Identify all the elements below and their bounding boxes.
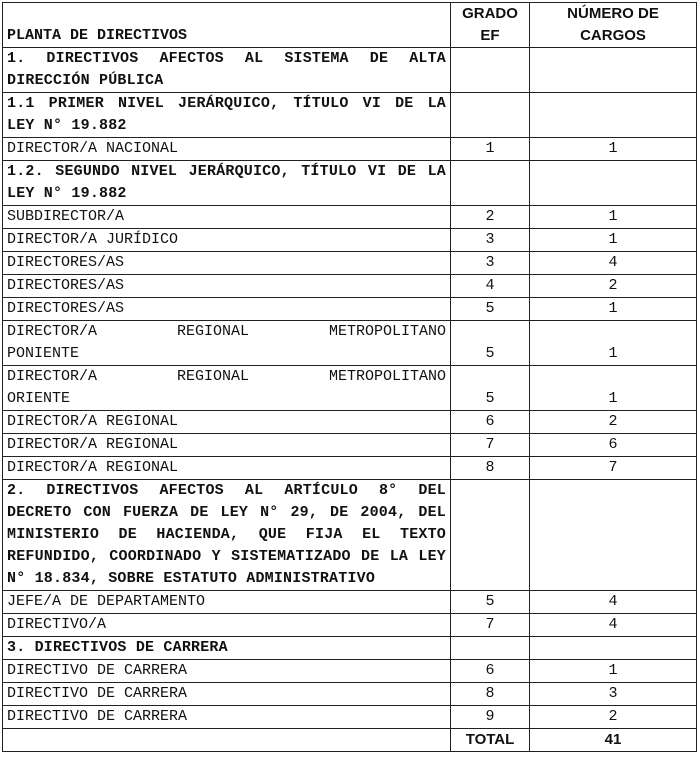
grado-cell: 6 — [451, 411, 530, 434]
grado-cell: 4 — [451, 275, 530, 298]
cargo-label: DIRECTIVO DE CARRERA — [3, 660, 451, 683]
cargos-cell: 1 — [530, 206, 697, 229]
grado-cell: 8 — [451, 683, 530, 706]
section-label: 3. DIRECTIVOS DE CARRERA — [3, 637, 451, 660]
grado-cell: 1 — [451, 138, 530, 161]
grado-cell — [451, 48, 530, 93]
table-row — [3, 434, 697, 457]
total-row — [3, 729, 697, 752]
table-body — [3, 48, 697, 729]
header-row — [3, 3, 697, 48]
cargos-cell: 3 — [530, 683, 697, 706]
cargo-label: DIRECTORES/AS — [3, 298, 451, 321]
header-cargos-line1: NÚMERO DE — [567, 5, 659, 22]
cargos-cell: 2 — [530, 411, 697, 434]
cargo-label: SUBDIRECTOR/A — [3, 206, 451, 229]
cargos-cell: 2 — [530, 275, 697, 298]
table-row — [3, 298, 697, 321]
table-row — [3, 366, 697, 411]
table-row — [3, 660, 697, 683]
cargo-label-line1 — [7, 366, 446, 388]
header-title: PLANTA DE DIRECTIVOS — [3, 3, 451, 48]
section-row — [3, 93, 697, 138]
section-label: 1.2. SEGUNDO NIVEL JERÁRQUICO, TÍTULO VI DE LA LEY N° 19.882 — [3, 161, 451, 206]
table-row — [3, 138, 697, 161]
section-row — [3, 48, 697, 93]
cargos-cell: 2 — [530, 706, 697, 729]
cargo-label: DIRECTORES/AS — [3, 275, 451, 298]
grado-cell — [451, 161, 530, 206]
grado-cell: 5 — [451, 298, 530, 321]
total-value: 41 — [530, 729, 697, 752]
cargos-cell: 4 — [530, 591, 697, 614]
cargo-label-line2: PONIENTE — [7, 345, 80, 362]
table-row — [3, 229, 697, 252]
grado-cell: 5 — [451, 321, 530, 366]
table-row — [3, 275, 697, 298]
section-label: 2. DIRECTIVOS AFECTOS AL ARTÍCULO 8° DEL DECRETO CON FUERZA DE LEY N° 29, DE 2004, DEL MINISTERIO DE HACIENDA, QUE FIJA EL TEXTO REFUNDIDO, COORDINADO Y SISTEMATIZADO DE LA LEY N° 18.834, SOBRE ESTATUTO ADMINISTRATIVO — [3, 480, 451, 591]
grado-cell — [451, 637, 530, 660]
planta-directivos-table — [2, 2, 697, 752]
table-row — [3, 614, 697, 637]
cargos-cell: 1 — [530, 298, 697, 321]
cargo-label-word: REGIONAL — [176, 323, 249, 340]
cargos-cell — [530, 161, 697, 206]
cargo-label: DIRECTIVO DE CARRERA — [3, 706, 451, 729]
section-row — [3, 480, 697, 591]
grado-cell: 3 — [451, 229, 530, 252]
section-label: 1. DIRECTIVOS AFECTOS AL SISTEMA DE ALTA DIRECCIÓN PÚBLICA — [3, 48, 451, 93]
cargos-cell: 1 — [530, 229, 697, 252]
directivos-table-container — [2, 2, 696, 752]
total-label: TOTAL — [451, 729, 530, 752]
cargo-label: DIRECTOR/A REGIONAL — [3, 411, 451, 434]
table-row — [3, 321, 697, 366]
cargo-label: DIRECTIVO DE CARRERA — [3, 683, 451, 706]
grado-cell: 7 — [451, 434, 530, 457]
cargo-label: DIRECTIVO/A — [3, 614, 451, 637]
grado-cell: 7 — [451, 614, 530, 637]
table-row — [3, 591, 697, 614]
cargo-label — [3, 366, 451, 411]
cargo-label-word: DIRECTOR/A — [7, 323, 98, 340]
cargos-cell: 1 — [530, 366, 697, 411]
grado-cell: 6 — [451, 660, 530, 683]
grado-cell: 5 — [451, 366, 530, 411]
cargos-cell — [530, 480, 697, 591]
cargo-label-word: METROPOLITANO — [328, 323, 446, 340]
table-row — [3, 683, 697, 706]
header-grado-line1: GRADO — [462, 5, 518, 22]
cargos-cell: 6 — [530, 434, 697, 457]
cargo-label: JEFE/A DE DEPARTAMENTO — [3, 591, 451, 614]
cargo-label: DIRECTOR/A NACIONAL — [3, 138, 451, 161]
header-grado-line2: EF — [480, 27, 500, 44]
cargo-label-word: DIRECTOR/A — [7, 368, 98, 385]
header-cargos — [530, 3, 697, 48]
cargo-label: DIRECTOR/A REGIONAL — [3, 434, 451, 457]
cargo-label: DIRECTORES/AS — [3, 252, 451, 275]
grado-cell: 5 — [451, 591, 530, 614]
grado-cell — [451, 480, 530, 591]
cargo-label: DIRECTOR/A REGIONAL — [3, 457, 451, 480]
cargo-label: DIRECTOR/A JURÍDICO — [3, 229, 451, 252]
cargos-cell: 4 — [530, 252, 697, 275]
table-row — [3, 252, 697, 275]
cargo-label-line2: ORIENTE — [7, 390, 71, 407]
table-row — [3, 411, 697, 434]
cargos-cell: 7 — [530, 457, 697, 480]
grado-cell: 2 — [451, 206, 530, 229]
grado-cell — [451, 93, 530, 138]
grado-cell: 3 — [451, 252, 530, 275]
cargos-cell: 1 — [530, 660, 697, 683]
header-cargos-line2: CARGOS — [580, 27, 646, 44]
cargos-cell — [530, 93, 697, 138]
table-row — [3, 457, 697, 480]
section-row — [3, 161, 697, 206]
table-row — [3, 706, 697, 729]
table-row — [3, 206, 697, 229]
grado-cell: 9 — [451, 706, 530, 729]
section-label: 1.1 PRIMER NIVEL JERÁRQUICO, TÍTULO VI DE LA LEY N° 19.882 — [3, 93, 451, 138]
cargo-label-word: REGIONAL — [176, 368, 249, 385]
cargos-cell: 1 — [530, 321, 697, 366]
total-blank-cell — [3, 729, 451, 752]
grado-cell: 8 — [451, 457, 530, 480]
cargo-label-line1 — [7, 321, 446, 343]
section-row — [3, 637, 697, 660]
cargos-cell — [530, 48, 697, 93]
cargos-cell: 1 — [530, 138, 697, 161]
cargos-cell: 4 — [530, 614, 697, 637]
cargo-label-word: METROPOLITANO — [328, 368, 446, 385]
header-grado — [451, 3, 530, 48]
cargo-label — [3, 321, 451, 366]
cargos-cell — [530, 637, 697, 660]
